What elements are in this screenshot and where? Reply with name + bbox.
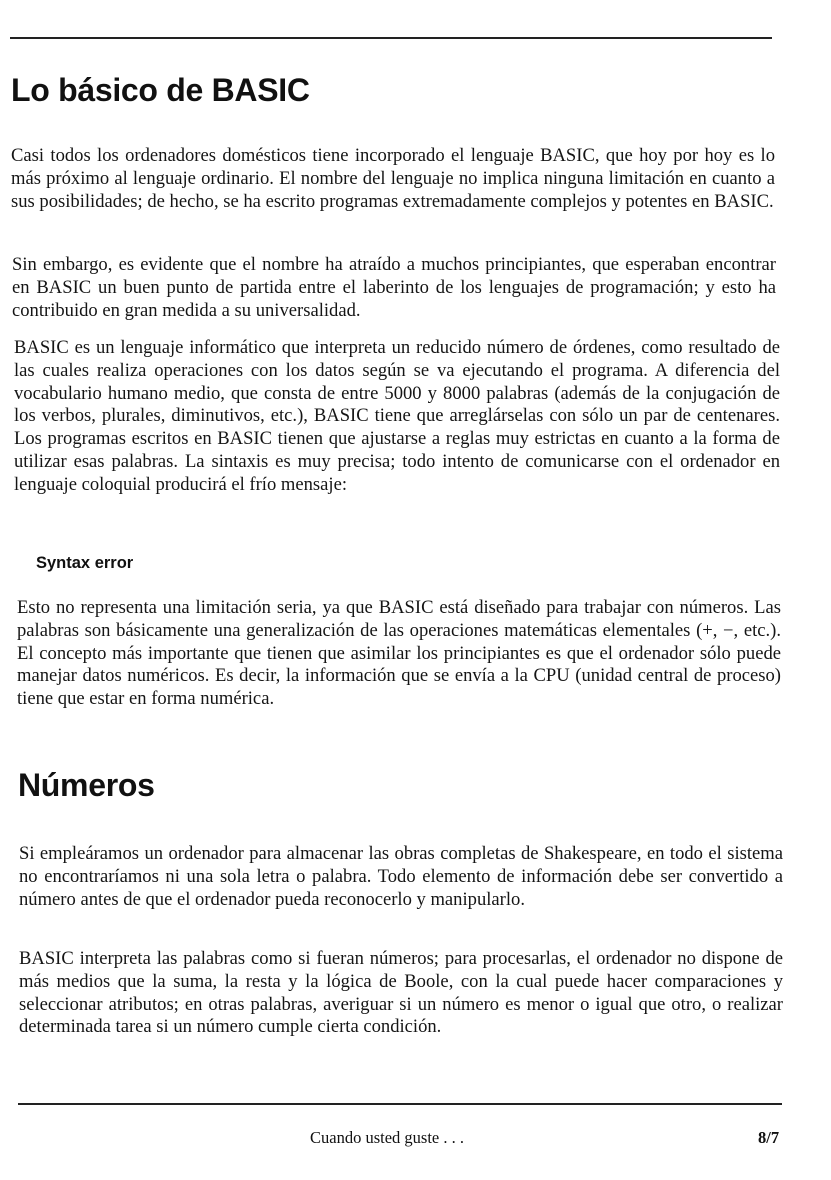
paragraph-language: BASIC es un lenguaje informático que interpreta un reducido número de órdenes, como resultado de las cuales realiza operaciones con los datos según se va ejecutando el programa. A diferencia del vocabulario humano medio, que consta de entre 5000 y 8000 palabras (además de la conjugación de los verbos, plurales, diminutivos, etc.), BASIC tiene que arreglárselas con sólo un par de centenares. Los programas escritos en BASIC tienen que ajustarse a reglas muy estrictas en cuanto a la forma de utilizar esas palabras. La sintaxis es muy precisa; todo intento de comunicarse con el ordenador en lenguaje coloquial producirá el frío mensaje: xyxy=(14,337,780,495)
section-title-basic: Lo básico de BASIC xyxy=(11,72,310,108)
paragraph-boole: BASIC interpreta las palabras como si fueran números; para procesarlas, el ordenador no dispone de más medios que la suma, la resta y la lógica de Boole, con la cual puede hacer comparaciones y seleccionar atributos; en otras palabras, averiguar si un número es menor o igual que otro, o realizar determinada tarea si un número cumple cierta condición. xyxy=(19,948,783,1038)
section-title-numeros: Números xyxy=(18,767,155,803)
paragraph-intro: Casi todos los ordenadores domésticos tiene incorporado el lenguaje BASIC, que hoy por hoy es lo más próximo al lenguaje ordinario. El nombre del lenguaje no implica ninguna limitación en cuanto a sus posibilidades; de hecho, se ha escrito programas extremadamente complejos y potentes en BASIC. xyxy=(11,145,775,212)
paragraph-beginners: Sin embargo, es evidente que el nombre ha atraído a muchos principiantes, que esperaban encontrar en BASIC un buen punto de partida entre el laberinto de los lenguajes de programación; y esto ha contribuido en gran medida a su universalidad. xyxy=(12,254,776,321)
bottom-rule xyxy=(18,1103,782,1105)
paragraph-numbers-limitation: Esto no representa una limitación seria, ya que BASIC está diseñado para trabajar con números. Las palabras son básicamente una generalización de las operaciones matemáticas elementales (+, −, etc.). El concepto más importante que tienen que asimilar los principiantes es que el ordenador sólo puede manejar datos numéricos. Es decir, la información que se envía a la CPU (unidad central de proceso) tiene que estar en forma numérica. xyxy=(17,597,781,710)
paragraph-shakespeare: Si empleáramos un ordenador para almacenar las obras completas de Shakespeare, en todo el sistema no encontraríamos ni una sola letra o palabra. Todo elemento de información debe ser convertido a número antes de que el ordenador pueda reconocerlo y manipularlo. xyxy=(19,843,783,910)
top-rule xyxy=(10,37,772,39)
page-number: 8/7 xyxy=(758,1128,780,1147)
syntax-error-message: Syntax error xyxy=(36,554,134,572)
footer-title: Cuando usted guste . . . xyxy=(310,1128,464,1147)
